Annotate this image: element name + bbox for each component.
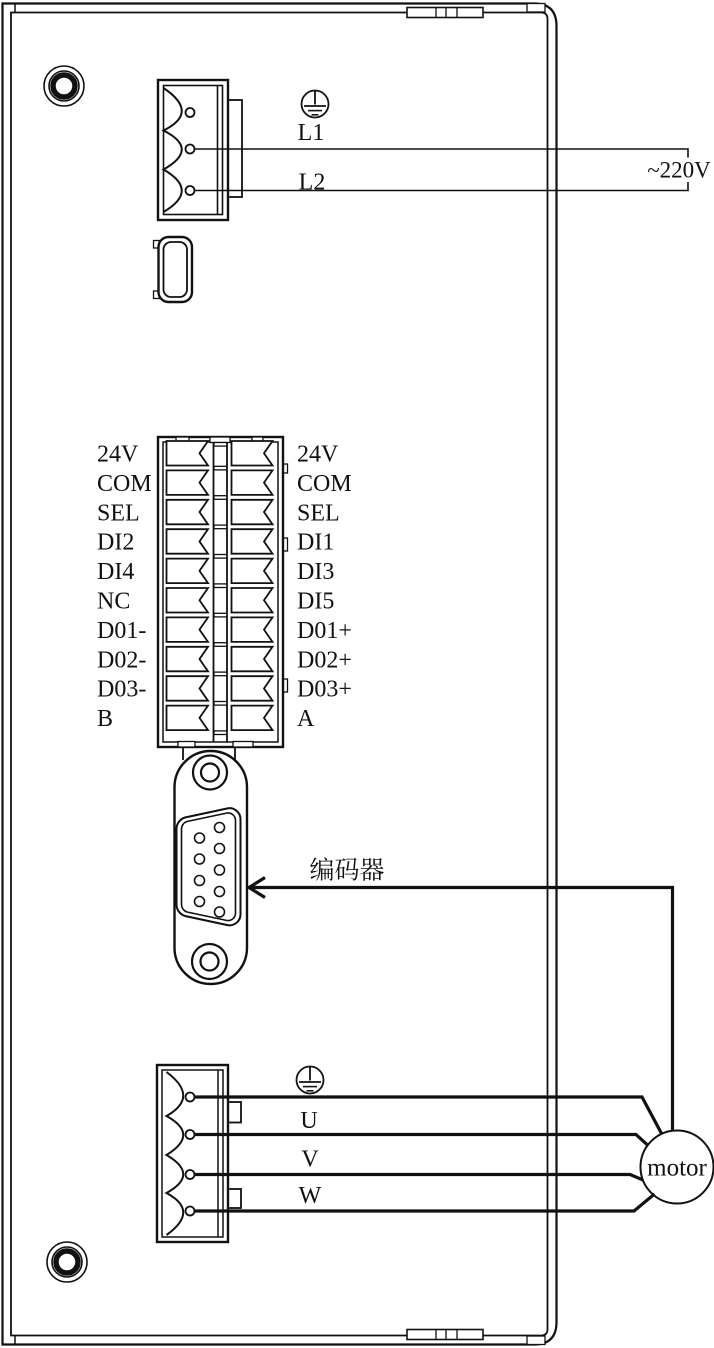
power-pin-l1 bbox=[186, 145, 195, 154]
io-channel-rung bbox=[214, 672, 227, 676]
motor-pin-pe bbox=[186, 1093, 195, 1102]
label-l1: L1 bbox=[297, 120, 325, 146]
db9-screw-top bbox=[193, 756, 227, 790]
power-pin-pe bbox=[186, 108, 195, 117]
din-rail-slot-top bbox=[407, 8, 483, 18]
io-channel-rung bbox=[214, 555, 227, 559]
label-v: V bbox=[301, 1146, 319, 1173]
io-label-left: DI2 bbox=[97, 529, 135, 556]
io-label-right: SEL bbox=[297, 500, 340, 527]
io-channel-rung bbox=[214, 496, 227, 500]
housing-corner-step-bottom-right bbox=[527, 1336, 545, 1345]
io-label-left: D03- bbox=[97, 676, 147, 703]
io-label-right: 24V bbox=[297, 441, 339, 468]
io-label-left: D01- bbox=[97, 617, 147, 644]
power-pin-l2 bbox=[186, 186, 195, 195]
din-rail-slot-bottom bbox=[407, 1330, 483, 1340]
io-label-left: D02- bbox=[97, 647, 147, 674]
io-label-right: D02+ bbox=[297, 647, 352, 674]
io-block-notch-top bbox=[210, 437, 230, 443]
io-label-left: 24V bbox=[97, 441, 139, 468]
db9-shell-outer bbox=[176, 808, 240, 925]
motor-pin-v bbox=[186, 1170, 195, 1179]
motor-connector-tab bbox=[228, 1189, 241, 1208]
io-channel-rung bbox=[214, 466, 227, 470]
io-channel-rung bbox=[214, 525, 227, 529]
encoder-connector bbox=[175, 747, 248, 984]
io-channel-rung bbox=[214, 731, 227, 735]
io-label-right: DI3 bbox=[297, 559, 335, 586]
io-block-notch-bottom bbox=[178, 742, 195, 748]
motor-connector bbox=[157, 1065, 241, 1242]
housing-corner-step-top-right bbox=[527, 4, 545, 13]
label-encoder: 编码器 bbox=[309, 855, 385, 885]
io-label-right: D03+ bbox=[297, 676, 352, 703]
label-u: U bbox=[300, 1108, 318, 1134]
io-label-left: NC bbox=[97, 588, 131, 615]
mini-usb-port bbox=[154, 237, 193, 302]
io-label-left: B bbox=[97, 706, 114, 733]
io-channel-rung bbox=[214, 584, 227, 588]
io-label-right: DI5 bbox=[297, 588, 335, 615]
io-label-left: COM bbox=[97, 470, 152, 497]
io-channel-rung bbox=[214, 643, 227, 647]
io-label-left: DI4 bbox=[97, 559, 135, 586]
io-label-right: A bbox=[297, 706, 315, 733]
io-label-right: DI1 bbox=[297, 529, 335, 556]
label-l2: L2 bbox=[298, 169, 326, 196]
io-block-notch-bottom bbox=[233, 742, 253, 748]
label-220v: ~220V bbox=[647, 157, 711, 183]
motor-connector-tab bbox=[228, 1102, 241, 1123]
label-w: W bbox=[298, 1183, 322, 1209]
io-label-left: SEL bbox=[97, 500, 140, 527]
motor-pin-w bbox=[186, 1207, 195, 1216]
db9-screw-bottom bbox=[192, 944, 227, 979]
label-motor: motor bbox=[647, 1154, 707, 1182]
io-channel-rung bbox=[214, 443, 227, 447]
motor-pin-u bbox=[186, 1130, 195, 1139]
io-label-right: D01+ bbox=[297, 617, 352, 644]
io-channel-rung bbox=[214, 613, 227, 617]
io-channel-rung bbox=[214, 702, 227, 706]
io-label-right: COM bbox=[297, 470, 352, 497]
